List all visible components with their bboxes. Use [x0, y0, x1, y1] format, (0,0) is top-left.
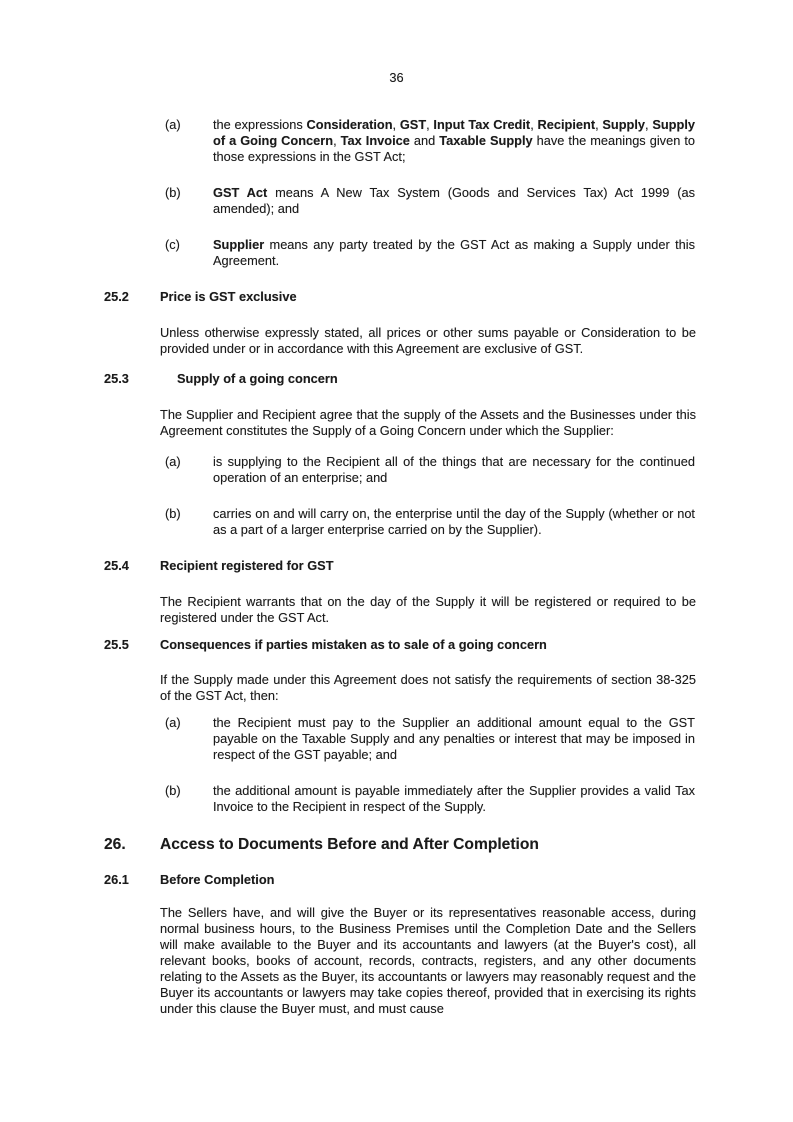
- clause-25-2-heading: [104, 289, 793, 305]
- list-item-text: the Recipient must pay to the Supplier an additional amount equal to the GST payable on the Taxable Supply and any penalties or interest that may be imposed in respect of the GST payable; and: [213, 715, 695, 762]
- list-item: [165, 117, 793, 165]
- clause-number: 25.3: [104, 371, 129, 386]
- clause-title: Recipient registered for GST: [160, 558, 334, 573]
- definitions-list: [0, 117, 793, 269]
- list-item: [165, 506, 793, 538]
- clause-title: Price is GST exclusive: [160, 289, 297, 304]
- list-item-label: (c): [165, 237, 180, 252]
- paragraph: The Supplier and Recipient agree that the supply of the Assets and the Businesses under this Agreement constitutes the Supply of a Going Concern under which the Supplier:: [160, 407, 696, 438]
- list-item-text: Supplier means any party treated by the GST Act as making a Supply under this Agreement.: [213, 237, 695, 268]
- list-item-text: the additional amount is payable immediately after the Supplier provides a valid Tax Invoice to the Recipient in respect of the Supply.: [213, 783, 695, 814]
- list-item-text: the expressions Consideration, GST, Input Tax Credit, Recipient, Supply, Supply of a Going Concern, Tax Invoice and Taxable Supply have the meanings given to those expressions in the GST Act;: [213, 117, 695, 164]
- clause-25-3-list: [0, 454, 793, 538]
- list-item: [165, 185, 793, 217]
- section-26-heading: [104, 835, 793, 855]
- clause-26-1-heading: [104, 872, 793, 888]
- list-item: [165, 715, 793, 763]
- clause-25-5-heading: [104, 637, 793, 653]
- section-title: Access to Documents Before and After Completion: [160, 836, 539, 853]
- clause-number: 25.4: [104, 558, 129, 573]
- list-item-label: (a): [165, 715, 181, 730]
- paragraph: Unless otherwise expressly stated, all prices or other sums payable or Consideration to be provided under or in accordance with this Agreement are exclusive of GST.: [160, 325, 696, 356]
- clause-number: 26.1: [104, 872, 129, 887]
- clause-title: Supply of a going concern: [177, 371, 338, 386]
- list-item-label: (a): [165, 117, 181, 132]
- list-item: [165, 237, 793, 269]
- section-number: 26.: [104, 836, 126, 853]
- list-item: [165, 454, 793, 486]
- list-item-label: (b): [165, 185, 181, 200]
- list-item-text: is supplying to the Recipient all of the things that are necessary for the continued operation of an enterprise; and: [213, 454, 695, 485]
- list-item-label: (b): [165, 783, 181, 798]
- clause-number: 25.5: [104, 637, 129, 652]
- list-item-label: (b): [165, 506, 181, 521]
- paragraph: If the Supply made under this Agreement does not satisfy the requirements of section 38-325 of the GST Act, then:: [160, 672, 696, 703]
- paragraph: The Recipient warrants that on the day of the Supply it will be registered or required to be registered under the GST Act.: [160, 594, 696, 625]
- page-number: 36: [389, 70, 404, 85]
- clause-title: Before Completion: [160, 872, 275, 887]
- list-item-text: GST Act means A New Tax System (Goods and Services Tax) Act 1999 (as amended); and: [213, 185, 695, 216]
- paragraph: The Sellers have, and will give the Buyer or its representatives reasonable access, during normal business hours, to the Business Premises until the Completion Date and the Sellers will make available to the Buyer and its accountants and lawyers (at the Buyer's cost), all relevant books, books of account, records, contracts, registers, and any other documents relating to the Assets as the Buyer, its accountants or lawyers may reasonably request and the Buyer its accountants or lawyers may take copies thereof, provided that in exercising its rights under this clause the Buyer must, and must cause: [160, 905, 696, 1016]
- clause-title: Consequences if parties mistaken as to sale of a going concern: [160, 637, 547, 652]
- clause-number: 25.2: [104, 289, 129, 304]
- list-item: [165, 783, 793, 815]
- list-item-label: (a): [165, 454, 181, 469]
- clause-25-5-list: [0, 715, 793, 815]
- clause-25-3-heading: [104, 371, 793, 387]
- clause-25-4-heading: [104, 558, 793, 574]
- list-item-text: carries on and will carry on, the enterprise until the day of the Supply (whether or not as a part of a larger enterprise carried on by the Supplier).: [213, 506, 695, 537]
